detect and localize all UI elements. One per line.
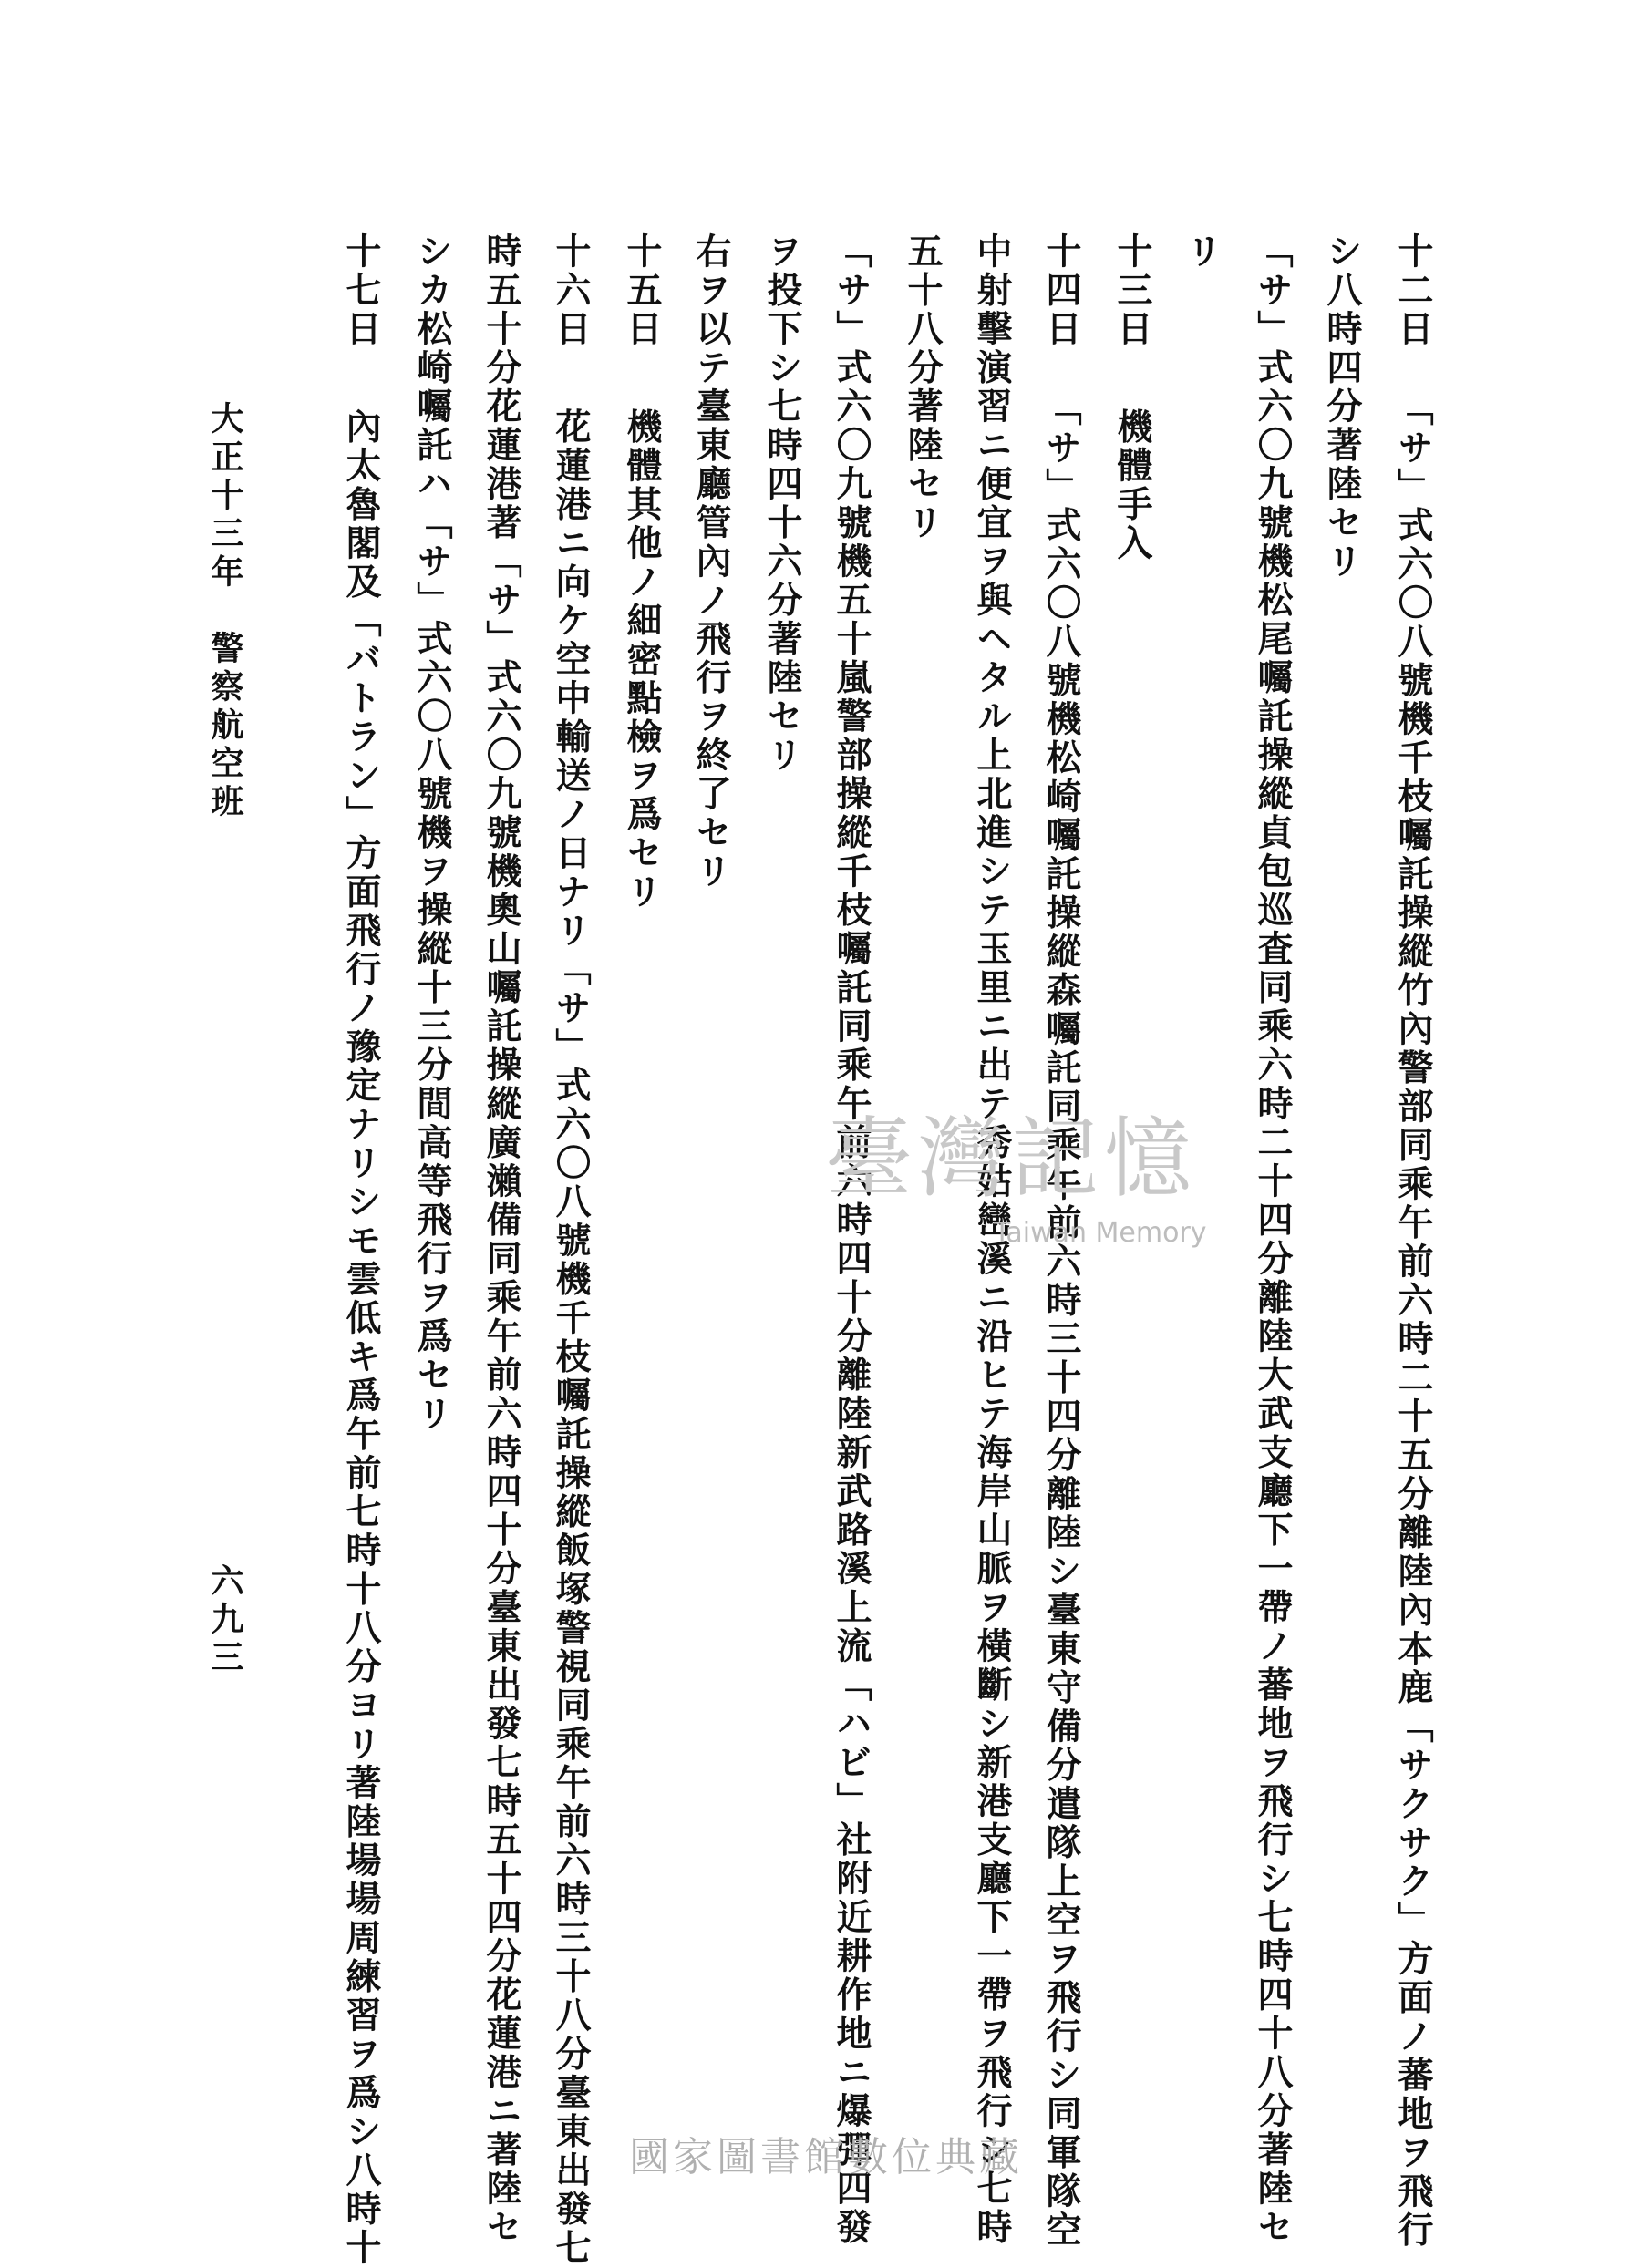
entry-date: 十四日 — [1040, 232, 1082, 349]
entry-text: 「サ」式六〇九號機松尾囑託操縱貞包巡査同乘六時二十四分離陸大武支廳下一帶ノ蕃地ヲ飛行シ七時四十八分著陸セ — [1252, 232, 1294, 2247]
text-column — [550, 232, 592, 2268]
footer-watermark: 國家圖書館數位典藏 — [629, 2134, 1023, 2180]
entry-date: 十五日 — [621, 232, 663, 349]
entry-text: 機體其他ノ細密點檢ヲ爲セリ — [621, 369, 663, 912]
text-column — [1392, 232, 1434, 2250]
entry-text: 中射擊演習ニ便宜ヲ與ヘタル上北進シテ玉里ニ出テ秀姑巒溪ニ沿ヒテ海岸山脈ヲ橫斷シ新港支廳下一帶ヲ飛行シ七時 — [971, 232, 1013, 2247]
page-number: 六九三 — [206, 1563, 244, 1678]
entry-text: 右ヲ以テ臺東廳管內ノ飛行ヲ終了セリ — [690, 232, 732, 892]
text-column — [1111, 232, 1153, 563]
entry-text: シ八時四分著陸セリ — [1321, 232, 1363, 582]
entry-text: リ — [1181, 232, 1223, 272]
text-column — [690, 232, 732, 892]
watermark-logo-text: 臺灣記憶 — [825, 1108, 1197, 1210]
entry-text: 花蓮港ニ向ケ空中輸送ノ日ナリ「サ」式六〇八號機千枝囑託操縱飯塚警視同乘午前六時三十八分臺東出發七 — [550, 369, 592, 2268]
entry-text: 時五十分花蓮港著「サ」式六〇九號機奧山囑託操縱廣瀨備同乘午前六時四十分臺東出發七時五十四分花蓮港ニ著陸セ — [480, 232, 522, 2247]
entry-text: 五十八分著陸セリ — [902, 232, 944, 542]
text-column — [902, 232, 944, 542]
entry-text: シカ松崎囑託ハ「サ」式六〇八號機ヲ操縱十三分間高等飛行ヲ爲セリ — [411, 232, 453, 1434]
text-column — [1181, 232, 1223, 272]
entry-text: ヲ投下シ七時四十六分著陸セリ — [761, 232, 803, 775]
entry-text: 「サ」式六〇八號機松崎囑託操縱森囑託同乘午前六時三十四分離陸シ臺東守備分遣隊上空ヲ飛行シ同軍隊空 — [1040, 369, 1082, 2250]
entry-date: 十二日 — [1392, 232, 1434, 349]
entry-date: 十三日 — [1111, 232, 1153, 349]
entry-text: 內太魯閣及「バトラン」方面飛行ノ豫定ナリシモ雲低キ爲午前七時十八分ヨリ著陸場場周練習ヲ爲シ八時十 — [340, 369, 382, 2268]
entry-text: 「サ」式六〇九號機五十嵐警部操縱千枝囑託同乘午前六時四十分離陸新武路溪上流「ハビ」社附近耕作地ニ爆彈四發 — [831, 232, 872, 2247]
watermark-latin-text: Taiwan Memory — [994, 1217, 1207, 1249]
running-title: 大正十三年 警察航空班 — [206, 401, 244, 822]
text-column — [621, 232, 663, 912]
entry-date: 十六日 — [550, 232, 592, 349]
text-column — [1321, 232, 1363, 582]
entry-text: 「サ」式六〇八號機千枝囑託操縱竹內警部同乘午前六時二十五分離陸內本鹿「サクサク」方面ノ蕃地ヲ飛行 — [1392, 369, 1434, 2250]
text-column — [761, 232, 803, 775]
text-column — [340, 232, 382, 2268]
text-column — [480, 232, 522, 2247]
entry-date: 十七日 — [340, 232, 382, 349]
text-column — [411, 232, 453, 1434]
text-column — [831, 232, 872, 2247]
entry-text: 機體手入 — [1111, 369, 1153, 563]
text-column — [1252, 232, 1294, 2247]
